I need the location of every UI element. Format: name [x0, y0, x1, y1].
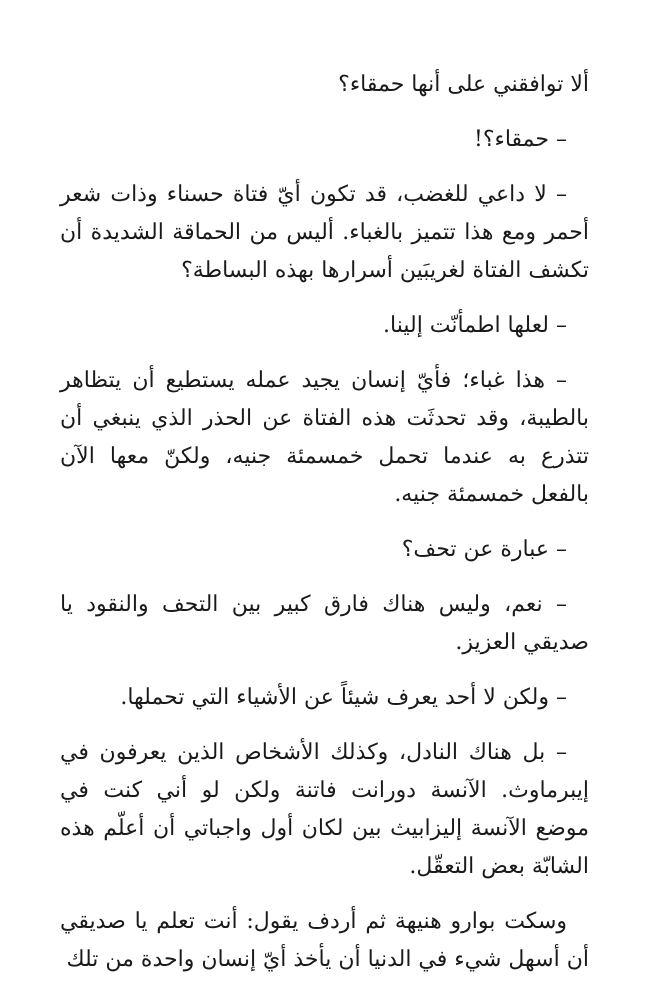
dialogue-paragraph: – حمقاء؟! — [473, 127, 567, 152]
paragraph: ألا توافقني على أنها حمقاء؟ — [338, 72, 589, 97]
dialogue-paragraph: – عبارة عن تحف؟ — [401, 537, 567, 562]
dialogue-paragraph: – بل هناك النادل، وكذلك الأشخاص الذين يعرفون في إيبرماوث. الآنسة دورانت فاتنة ولكن لو أني كنت في موضع الآنسة إليزابيث بين لكان أول واجباتي أن أعلّم هذه الشابّة بعض التعقّل. — [60, 740, 589, 879]
dialogue-paragraph: – لعلها اطمأنّت إلينا. — [383, 313, 567, 338]
page-text — [60, 66, 589, 979]
dialogue-paragraph: – نعم، وليس هناك فارق كبير بين التحف والنقود يا صديقي العزيز. — [60, 592, 589, 655]
dialogue-paragraph: – هذا غباء؛ فأيّ إنسان يجيد عمله يستطيع أن يتظاهر بالطيبة، وقد تحدثَت هذه الفتاة عن الحذر الذي ينبغي أن تتذرع به عندما تحمل خمسمئة جنيه، ولكنّ معها الآن بالفعل خمسمئة جنيه. — [60, 368, 589, 507]
paragraph: وسكت بوارو هنيهة ثم أردف يقول: أنت تعلم يا صديقي أن أسهل شيء في الدنيا أن يأخذ أيّ إنسان واحدة من تلك — [60, 909, 589, 972]
dialogue-paragraph: – ولكن لا أحد يعرف شيئاً عن الأشياء التي تحملها. — [120, 685, 567, 710]
dialogue-paragraph: – لا داعي للغضب، قد تكون أيّ فتاة حسناء وذات شعر أحمر ومع هذا تتميز بالغباء. أليس من الحماقة الشديدة أن تكشف الفتاة لغريبَين أسرارها بهذه البساطة؟ — [60, 182, 589, 283]
